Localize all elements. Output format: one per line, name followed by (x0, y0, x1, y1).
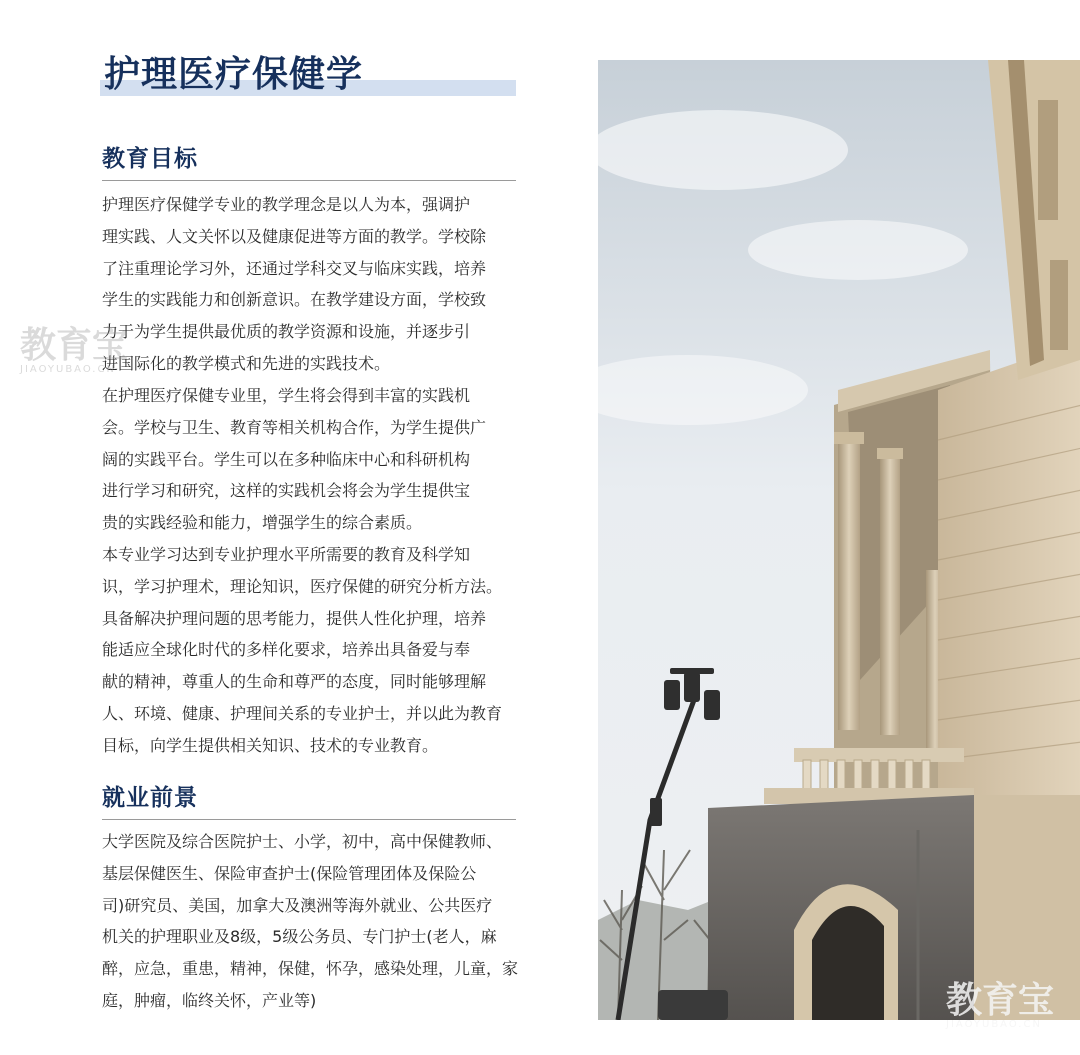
text-line: 力于为学生提供最优质的教学资源和设施，并逐步引 (102, 322, 471, 342)
text-line: 庭，肿瘤，临终关怀，产业等) (102, 990, 317, 1010)
text-line: 在护理医疗保健专业里，学生将会得到丰富的实践机 (102, 386, 471, 405)
text-line: 贵的实践经验和能力，增强学生的综合素质。 (102, 513, 423, 533)
watermark-url: JIAOYUBAO.CN (20, 364, 116, 375)
text-line: 护理医疗保健学专业的教学理念是以人为本，强调护 (102, 195, 471, 214)
text-line: 醉，应急，重患，精神，保健，怀孕，感染处理，儿童，家 (102, 959, 519, 979)
text-line: 进行学习和研究，这样的实践机会将会为学生提供宝 (102, 481, 471, 501)
watermark-text: 教育宝 (946, 980, 1055, 1021)
text-line: 会。学校与卫生、教育等相关机构合作，为学生提供广 (102, 417, 487, 437)
text-line: 人、环境、健康、护理间关系的专业护士，并以此为教育 (102, 703, 503, 723)
text-line: 本专业学习达到专业护理水平所需要的教育及科学知 (102, 545, 471, 564)
page-title-block (100, 46, 516, 98)
watermark-logo (946, 980, 1055, 1030)
watermark-url: JIAOYUBAO.CN (946, 1019, 1042, 1030)
text-line: 能适应全球化时代的多样化要求，培养出具备爱与奉 (102, 640, 471, 660)
text-line: 进国际化的教学模式和先进的实践技术。 (102, 353, 391, 373)
text-line: 具备解决护理问题的思考能力，提供人性化护理，培养 (102, 608, 487, 628)
text-line: 目标，向学生提供相关知识、技术的专业教育。 (102, 735, 439, 755)
section-heading-career-prospects: 就业前景 (102, 785, 198, 811)
text-line: 阔的实践平台。学生可以在多种临床中心和科研机构 (102, 449, 471, 469)
section-divider (102, 180, 516, 181)
section-divider (102, 819, 516, 820)
text-line: 学生的实践能力和创新意识。在教学建设方面，学校致 (102, 290, 487, 310)
text-line: 大学医院及综合医院护士、小学，初中，高中保健教师、 (102, 832, 503, 851)
page-title: 护理医疗保健学 (104, 54, 364, 95)
text-line: 识，学习护理术，理论知识，医疗保健的研究分析方法。 (102, 576, 503, 596)
watermark-text: 教育宝 (20, 325, 129, 366)
text-line: 司)研究员、美国，加拿大及澳洲等海外就业、公共医疗 (102, 895, 493, 915)
building-photo (598, 60, 1080, 1020)
text-line: 了注重理论学习外，还通过学科交叉与临床实践，培养 (102, 258, 487, 278)
paragraph (102, 380, 522, 539)
section-heading-education-goals: 教育目标 (102, 146, 198, 172)
paragraph (102, 826, 522, 1017)
paragraph (102, 189, 522, 380)
paragraph (102, 539, 522, 762)
watermark-logo (20, 325, 129, 375)
text-line: 机关的护理职业及8级，5级公务员、专门护士(老人，麻 (102, 927, 497, 947)
text-line: 基层保健医生、保险审查护士(保险管理团体及保险公 (102, 863, 477, 883)
text-line: 献的精神，尊重人的生命和尊严的态度，同时能够理解 (102, 672, 487, 692)
text-line: 理实践、人文关怀以及健康促进等方面的教学。学校除 (102, 226, 487, 246)
